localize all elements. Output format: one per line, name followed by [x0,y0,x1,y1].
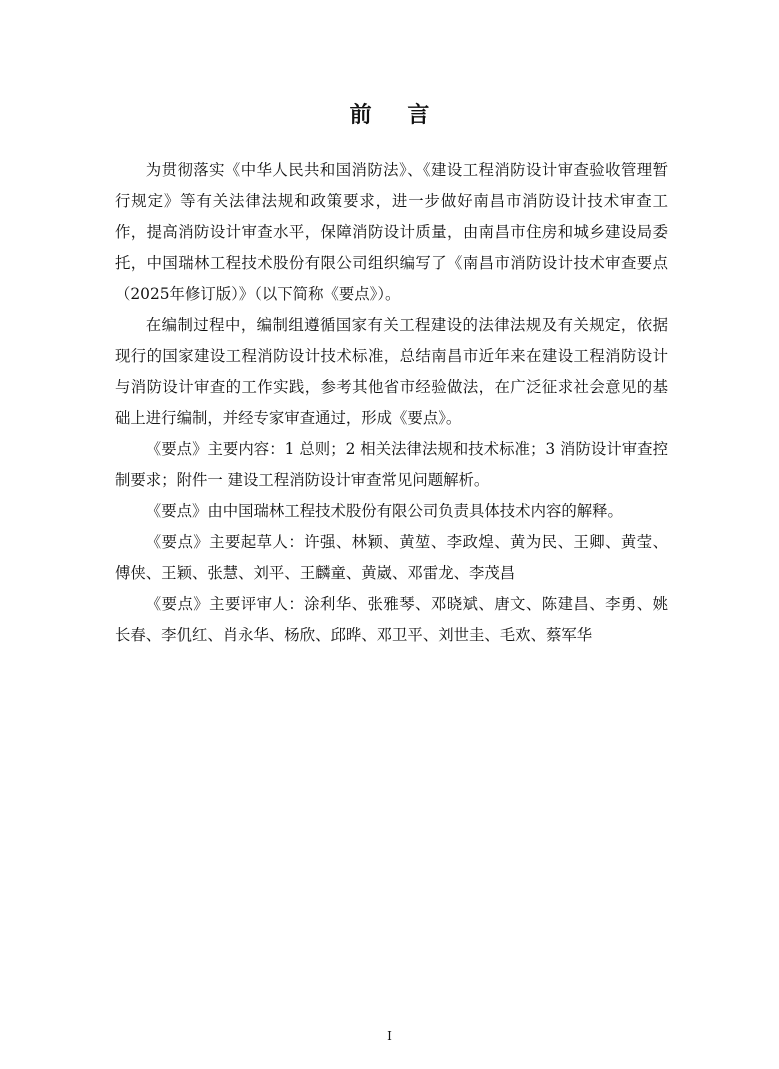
document-body [115,155,668,651]
paragraph-interpretation: 《要点》由中国瑞林工程技术股份有限公司负责具体技术内容的解释。 [145,502,623,520]
paragraph-reviewers: 《要点》主要评审人：涂利华、张雅琴、邓晓斌、唐文、陈建昌、李勇、姚长春、李仉红、肖永华、杨欣、邱晔、邓卫平、刘世圭、毛欢、蔡军华 [115,595,668,644]
paragraph-drafters: 《要点》主要起草人：许强、林颖、黄堃、李政煌、黄为民、王卿、黄莹、傅侠、王颖、张慧、刘平、王麟童、黄崴、邓雷龙、李茂昌 [115,533,668,582]
page-number: I [387,1029,392,1043]
paragraph-intro: 为贯彻落实《中华人民共和国消防法》、《建设工程消防设计审查验收管理暂行规定》等有关法律法规和政策要求，进一步做好南昌市消防设计技术审查工作，提高消防设计审查水平，保障消防设计质量，由南昌市住房和城乡建设局委托，中国瑞林工程技术股份有限公司组织编写了《南昌市消防设计技术审查要点（2025年修订版）》（以下简称《要点》）。 [115,161,668,303]
paragraph-main-contents: 《要点》主要内容：1 总则；2 相关法律法规和技术标准；3 消防设计审查控制要求；附件一 建设工程消防设计审查常见问题解析。 [115,440,668,489]
page-title: 前 言 [349,102,444,128]
paragraph-compilation-process: 在编制过程中，编制组遵循国家有关工程建设的法律法规及有关规定，依据现行的国家建设工程消防设计技术标准，总结南昌市近年来在建设工程消防设计与消防设计审查的工作实践，参考其他省市经验做法，在广泛征求社会意见的基础上进行编制，并经专家审查通过，形成《要点》。 [115,316,668,427]
